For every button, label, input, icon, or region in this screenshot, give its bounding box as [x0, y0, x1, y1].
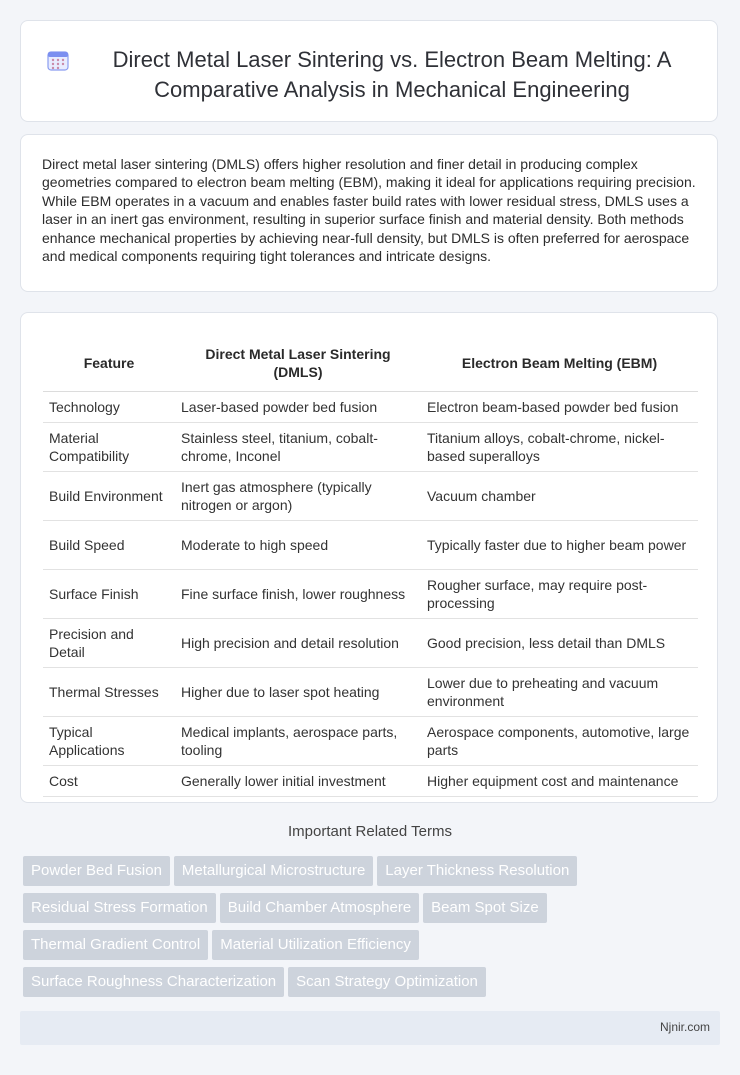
- feature-cell: Technology: [43, 392, 175, 423]
- related-term-tag[interactable]: Surface Roughness Characterization: [23, 967, 284, 997]
- related-term-tag[interactable]: Thermal Gradient Control: [23, 930, 208, 960]
- feature-cell: Material Compatibility: [43, 423, 175, 472]
- dmls-cell: Laser-based powder bed fusion: [175, 392, 421, 423]
- related-terms-list: [23, 856, 633, 1004]
- table-row: [43, 472, 698, 521]
- feature-cell: Precision and Detail: [43, 619, 175, 668]
- calendar-icon: [47, 49, 69, 71]
- feature-cell: Build Environment: [43, 472, 175, 521]
- dmls-cell: Higher due to laser spot heating: [175, 668, 421, 717]
- related-term-tag[interactable]: Powder Bed Fusion: [23, 856, 170, 886]
- related-term-tag[interactable]: Beam Spot Size: [423, 893, 547, 923]
- dmls-cell: High precision and detail resolution: [175, 619, 421, 668]
- table-row: [43, 619, 698, 668]
- dmls-cell: Generally lower initial investment: [175, 766, 421, 797]
- table-row: [43, 766, 698, 797]
- footer-site-link[interactable]: Njnir.com: [659, 1020, 710, 1034]
- ebm-cell: Rougher surface, may require post-processing: [421, 570, 698, 619]
- header-dmls: Direct Metal Laser Sintering (DMLS): [175, 335, 421, 392]
- dmls-cell: Moderate to high speed: [175, 521, 421, 570]
- table-row: [43, 392, 698, 423]
- related-term-tag[interactable]: Layer Thickness Resolution: [377, 856, 577, 886]
- intro-card: [20, 134, 718, 292]
- table-row: [43, 570, 698, 619]
- ebm-cell: Typically faster due to higher beam power: [421, 521, 698, 570]
- footer: [20, 1011, 720, 1045]
- header-ebm: Electron Beam Melting (EBM): [421, 335, 698, 392]
- ebm-cell: Good precision, less detail than DMLS: [421, 619, 698, 668]
- ebm-cell: Aerospace components, automotive, large parts: [421, 717, 698, 766]
- table-header-row: [43, 335, 698, 392]
- feature-cell: Cost: [43, 766, 175, 797]
- comparison-card: [20, 312, 718, 803]
- table-row: [43, 423, 698, 472]
- feature-cell: Surface Finish: [43, 570, 175, 619]
- dmls-cell: Inert gas atmosphere (typically nitrogen or argon): [175, 472, 421, 521]
- feature-cell: Typical Applications: [43, 717, 175, 766]
- feature-cell: Thermal Stresses: [43, 668, 175, 717]
- page-title: Direct Metal Laser Sintering vs. Electron Beam Melting: A Comparative Analysis in Mechanical Engineering: [112, 47, 672, 102]
- comparison-table: [43, 335, 698, 797]
- related-term-tag[interactable]: Metallurgical Microstructure: [174, 856, 373, 886]
- intro-paragraph: Direct metal laser sintering (DMLS) offers higher resolution and finer detail in producing complex geometries compared to electron beam melting (EBM), making it ideal for applications requiring precision. While EBM operates in a vacuum and enables faster build rates with lower residual stress, DMLS uses a laser in an inert gas environment, resulting in superior surface finish and material density. Both methods enhance mechanical properties by achieving near-full density, but DMLS is often preferred for aerospace and medical components requiring tight tolerances and intricate designs.: [42, 156, 696, 265]
- table-row: [43, 521, 698, 570]
- dmls-cell: Medical implants, aerospace parts, tooling: [175, 717, 421, 766]
- ebm-cell: Lower due to preheating and vacuum environment: [421, 668, 698, 717]
- title-card: [20, 20, 718, 122]
- dmls-cell: Stainless steel, titanium, cobalt-chrome, Inconel: [175, 423, 421, 472]
- related-terms-heading: Important Related Terms: [288, 823, 452, 840]
- table-row: [43, 668, 698, 717]
- table-row: [43, 717, 698, 766]
- related-term-tag[interactable]: Residual Stress Formation: [23, 893, 216, 923]
- dmls-cell: Fine surface finish, lower roughness: [175, 570, 421, 619]
- header-feature: Feature: [43, 335, 175, 392]
- related-term-tag[interactable]: Scan Strategy Optimization: [288, 967, 486, 997]
- ebm-cell: Electron beam-based powder bed fusion: [421, 392, 698, 423]
- ebm-cell: Vacuum chamber: [421, 472, 698, 521]
- related-term-tag[interactable]: Build Chamber Atmosphere: [220, 893, 419, 923]
- related-term-tag[interactable]: Material Utilization Efficiency: [212, 930, 419, 960]
- ebm-cell: Higher equipment cost and maintenance: [421, 766, 698, 797]
- ebm-cell: Titanium alloys, cobalt-chrome, nickel-based superalloys: [421, 423, 698, 472]
- feature-cell: Build Speed: [43, 521, 175, 570]
